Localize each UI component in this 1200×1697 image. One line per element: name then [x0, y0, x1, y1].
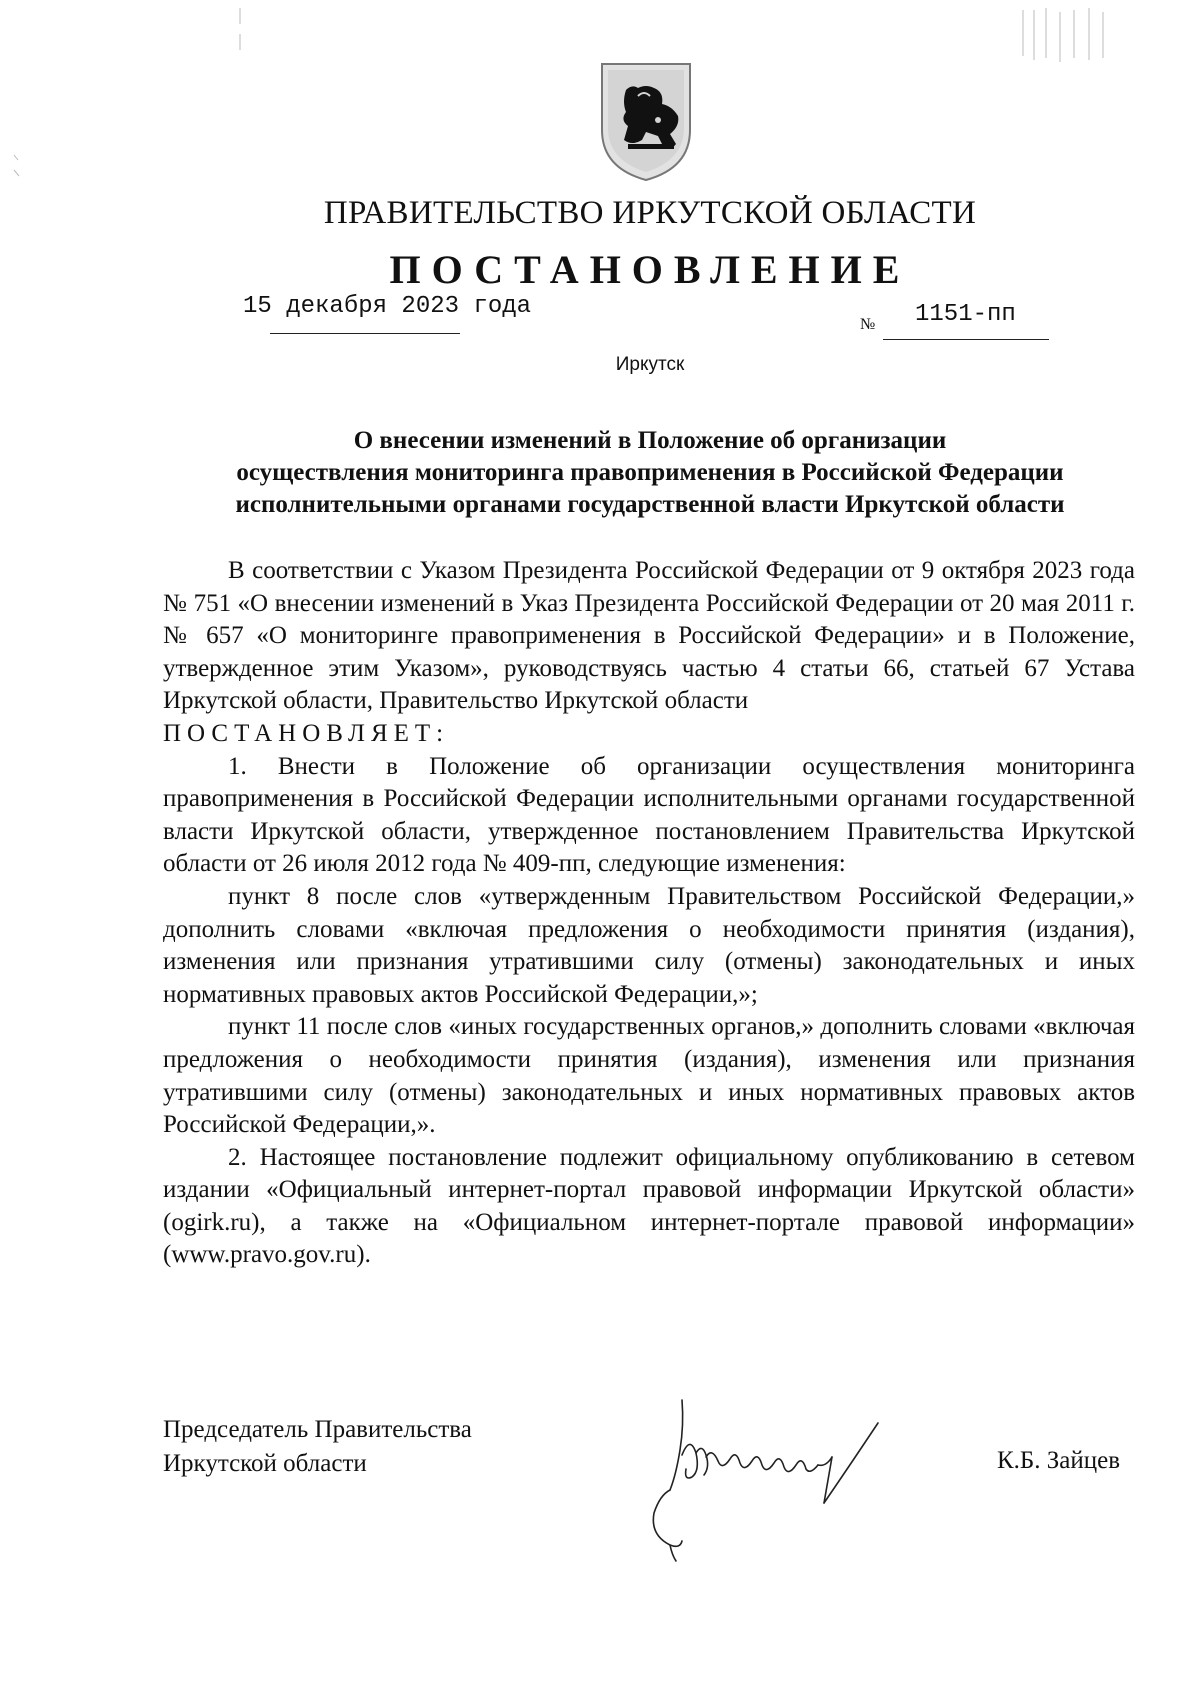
number-sign: № [860, 316, 876, 333]
document-number: 1151-пп [915, 301, 1016, 328]
subject-line: осуществления мониторинга правоприменения в Российской Федерации [236, 459, 1064, 486]
signatory-title-line: Иркутской области [163, 1450, 367, 1477]
decree-word: ПОСТАНОВЛЯЕТ: [163, 719, 450, 747]
signatory-name: К.Б. Зайцев [997, 1447, 1121, 1474]
document-body [163, 555, 1135, 1272]
document-type: ПОСТАНОВЛЕНИЕ [389, 247, 911, 292]
handwritten-signature-icon [640, 1395, 920, 1565]
government-name: ПРАВИТЕЛЬСТВО ИРКУТСКОЙ ОБЛАСТИ [323, 195, 977, 231]
document-date: 15 декабря 2023 года [243, 293, 532, 320]
item-1a-paragraph: пункт 8 после слов «утвержденным Правительством Российской Федерации,» дополнить словами «включая предложения о необходимости принятия (издания), изменения или признания утратившими силу (отмены) законодательных и иных нормативных правовых актов Российской Федерации,»; [163, 882, 1135, 1008]
document-city: Иркутск [615, 354, 685, 375]
item-1-paragraph: 1. Внести в Положение об организации осуществления мониторинга правоприменения в Российской Федерации исполнительными органами государственной власти Иркутской области, утвержденное постановлением Правительства Иркутской области от 26 июля 2012 года № 409-пп, следующие изменения: [163, 752, 1135, 878]
irkutsk-coat-of-arms-icon [598, 60, 694, 184]
number-underline [883, 339, 1049, 340]
signatory-title [163, 1413, 472, 1481]
document-subject [160, 425, 1140, 521]
subject-line: исполнительными органами государственной власти Иркутской области [235, 491, 1065, 518]
preamble-paragraph: В соответствии с Указом Президента Российской Федерации от 9 октября 2023 года № 751 «О внесении изменений в Указ Президента Российской Федерации от 20 мая 2011 г. № 657 «О мониторинге правоприменения в Российской Федерации» и в Положение, утвержденное этим Указом», руководствуясь частью 4 статьи 66, статьей 67 Устава Иркутской области, Правительство Иркутской области [163, 557, 1135, 715]
signatory-title-line: Председатель Правительства [163, 1416, 472, 1443]
item-2-paragraph: 2. Настоящее постановление подлежит официальному опубликованию в сетевом издании «Официальный интернет-портал правовой информации Иркутской области» (ogirk.ru), а также на «Официальном интернет-портале правовой информации» (www.pravo.gov.ru). [163, 1143, 1135, 1269]
subject-line: О внесении изменений в Положение об организации [353, 427, 947, 454]
item-1b-paragraph: пункт 11 после слов «иных государственных органов,» дополнить словами «включая предложения о необходимости принятия (издания), изменения или признания утратившими силу (отмены) законодательных и иных нормативных правовых актов Российской Федерации,». [163, 1013, 1135, 1139]
date-underline [270, 333, 460, 334]
